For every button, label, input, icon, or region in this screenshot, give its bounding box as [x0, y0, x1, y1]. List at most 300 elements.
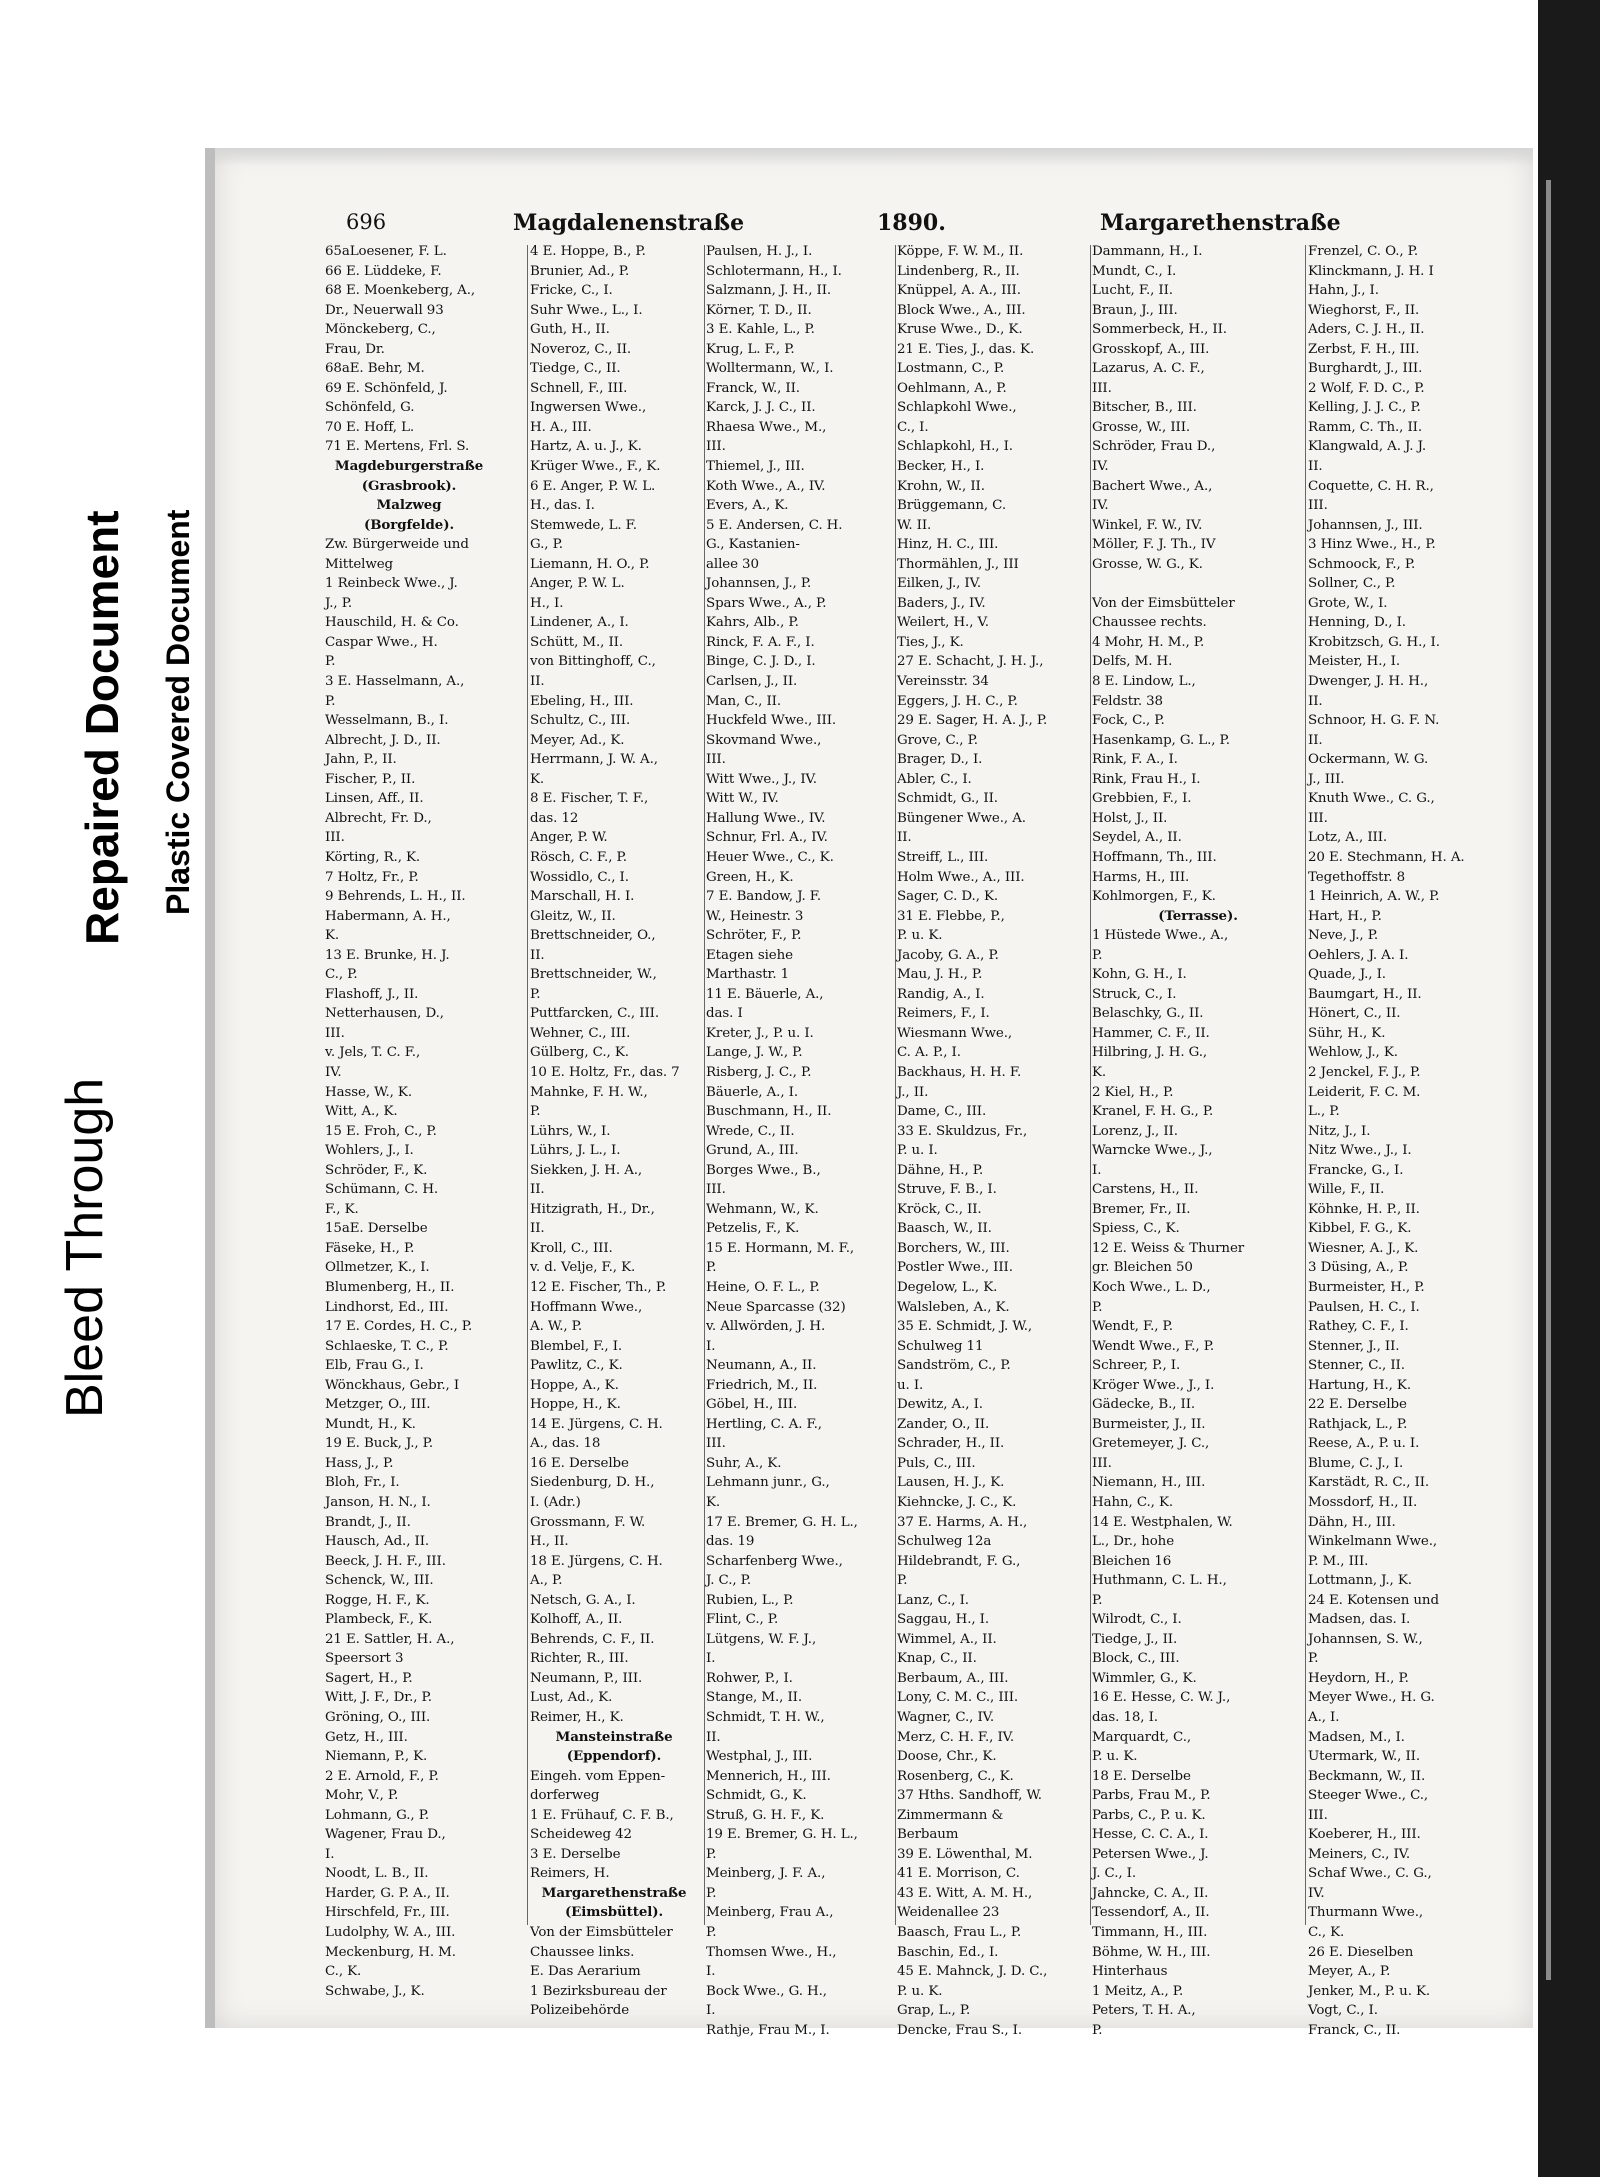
directory-entry: F., K.	[325, 1201, 359, 1217]
directory-entry: 13 E. Brunke, H. J.	[325, 947, 450, 963]
directory-entry: Struck, C., I.	[1092, 986, 1177, 1002]
directory-entry: Bock Wwe., G. H.,	[706, 1983, 827, 1999]
directory-entry: IV.	[1092, 498, 1109, 514]
scan-frame-right	[1538, 0, 1600, 2177]
directory-entry: Dähn, H., III.	[1308, 1514, 1396, 1530]
directory-entry: Johannsen, J., III.	[1308, 517, 1423, 533]
directory-entry: Carstens, H., II.	[1092, 1182, 1199, 1198]
directory-entry: Rink, Frau H., I.	[1092, 771, 1201, 787]
directory-entry: Albrecht, Fr. D.,	[325, 810, 432, 826]
directory-entry: Belaschky, G., II.	[1092, 1006, 1204, 1022]
directory-entry: Thurmann Wwe.,	[1308, 1905, 1424, 1921]
directory-entry: III.	[706, 752, 726, 768]
directory-entry: K.	[1092, 1064, 1107, 1080]
directory-entry: II.	[1308, 693, 1323, 709]
directory-entry: Neumann, P., III.	[530, 1670, 643, 1686]
directory-entry: C. A. P., I.	[897, 1045, 961, 1061]
directory-entry: Meiners, C., IV.	[1308, 1846, 1411, 1862]
directory-entry: Mau, J. H., P.	[897, 967, 983, 983]
directory-entry: P.	[1092, 1299, 1103, 1315]
directory-entry: Meinberg, J. F. A.,	[706, 1866, 826, 1882]
directory-entry: Rogge, H. F., K.	[325, 1592, 430, 1608]
directory-entry: Brüggemann, C.	[897, 498, 1007, 514]
directory-entry: Buschmann, H., II.	[706, 1104, 832, 1120]
directory-entry: das. I	[706, 1006, 743, 1022]
directory-entry: Hönert, C., II.	[1308, 1006, 1401, 1022]
directory-entry: P.	[530, 1104, 541, 1120]
directory-entry: P.	[1092, 1592, 1103, 1608]
directory-entry: 1 Meitz, A., P.	[1092, 1983, 1184, 1999]
directory-entry: Getz, H., III.	[325, 1729, 408, 1745]
directory-entry: Wendt, F., P.	[1092, 1319, 1173, 1335]
directory-entry: Von der Eimsbütteler	[1092, 595, 1235, 611]
directory-entry: Schlapkohl, H., I.	[897, 439, 1013, 455]
directory-entry: Evers, A., K.	[706, 498, 789, 514]
directory-entry: Bäuerle, A., I.	[706, 1084, 798, 1100]
directory-entry: Schütt, M., II.	[530, 634, 624, 650]
directory-entry: Beeck, J. H. F., III.	[325, 1553, 446, 1569]
directory-entry: Beckmann, W., II.	[1308, 1768, 1426, 1784]
directory-entry: Abler, C., I.	[897, 771, 972, 787]
directory-entry: P. u. K.	[897, 928, 943, 944]
directory-entry: 37 Hths. Sandhoff, W.	[897, 1788, 1042, 1804]
directory-entry: I.	[1092, 1162, 1102, 1178]
directory-entry: Sager, C. D., K.	[897, 889, 999, 905]
column-rule	[1090, 245, 1091, 1925]
directory-entry: Koch Wwe., L. D.,	[1092, 1279, 1211, 1295]
directory-entry: L., Dr., hohe	[1092, 1534, 1175, 1550]
directory-entry: Gädecke, B., II.	[1092, 1397, 1196, 1413]
directory-entry: Linsen, Aff., II.	[325, 791, 424, 807]
directory-entry: Oehlmann, A., P.	[897, 380, 1007, 396]
directory-entry: Burmeister, H., P.	[1308, 1279, 1425, 1295]
directory-entry: Niemann, P., K.	[325, 1749, 428, 1765]
directory-entry: Gleitz, W., II.	[530, 908, 616, 924]
directory-entry: Sommerbeck, H., II.	[1092, 322, 1227, 338]
directory-entry: Ludolphy, W. A., III.	[325, 1925, 456, 1941]
directory-entry: Warncke Wwe., J.,	[1092, 1143, 1213, 1159]
directory-entry: Madsen, das. I.	[1308, 1612, 1411, 1628]
directory-entry: H. A., III.	[530, 419, 592, 435]
directory-entry: Rathjack, L., P.	[1308, 1416, 1408, 1432]
directory-entry: (Grasbrook).	[361, 477, 457, 494]
directory-entry: 1 Reinbeck Wwe., J.	[325, 576, 458, 592]
directory-entry: Berbaum	[897, 1827, 959, 1843]
directory-entry: (Borgfelde).	[363, 516, 455, 533]
directory-entry: Hahn, J., I.	[1308, 283, 1379, 299]
directory-entry: Siekken, J. H. A.,	[530, 1162, 643, 1178]
directory-entry: A., P.	[530, 1573, 563, 1589]
directory-entry: Aders, C. J. H., II.	[1308, 322, 1425, 338]
directory-entry: Mundt, C., I.	[1092, 263, 1177, 279]
directory-entry: Johannsen, J., P.	[706, 576, 812, 592]
directory-entry: Körting, R., K.	[325, 849, 421, 865]
directory-entry: Schmidt, T. H. W.,	[706, 1710, 825, 1726]
directory-entry: Thormählen, J., III	[897, 556, 1019, 572]
directory-entry: Metzger, O., III.	[325, 1397, 431, 1413]
directory-entry: Krüger Wwe., F., K.	[530, 459, 661, 475]
directory-entry: Lindenberg, R., II.	[897, 263, 1020, 279]
directory-entry: Hallung Wwe., IV.	[706, 810, 826, 826]
directory-entry: Gröning, O., III.	[325, 1710, 431, 1726]
directory-entry: dorferweg	[530, 1788, 600, 1804]
directory-entry: Wendt Wwe., F., P.	[1092, 1338, 1215, 1354]
directory-entry: Tiedge, C., II.	[530, 361, 621, 377]
directory-entry: Zerbst, F. H., III.	[1308, 341, 1420, 357]
directory-entry: H., I.	[530, 595, 564, 611]
directory-entry: Kroll, C., III.	[530, 1240, 613, 1256]
directory-entry: K.	[530, 771, 545, 787]
directory-column-6	[1308, 242, 1520, 2038]
running-head-left: Magdalenenstraße	[513, 210, 745, 236]
directory-entry: Speersort 3	[325, 1651, 404, 1667]
directory-entry: Weilert, H., V.	[897, 615, 989, 631]
directory-entry: Salzmann, J. H., II.	[706, 283, 832, 299]
directory-entry: 7 Holtz, Fr., P.	[325, 869, 419, 885]
directory-entry: Zimmermann &	[897, 1807, 1004, 1823]
directory-entry: 27 E. Schacht, J. H. J.,	[897, 654, 1044, 670]
directory-entry: P.	[706, 1925, 717, 1941]
directory-entry: 18 E. Derselbe	[1092, 1768, 1191, 1784]
directory-entry: Fock, C., P.	[1092, 713, 1165, 729]
directory-entry: Friedrich, M., II.	[706, 1377, 818, 1393]
directory-entry: J., III.	[1308, 771, 1345, 787]
directory-entry: Brager, D., I.	[897, 752, 983, 768]
directory-entry: E. Das Aerarium	[530, 1964, 641, 1980]
directory-entry: III.	[706, 1436, 726, 1452]
directory-entry: Jacoby, G. A., P.	[897, 947, 999, 963]
directory-entry: 18 E. Jürgens, C. H.	[530, 1553, 663, 1569]
directory-entry: v. Jels, T. C. F.,	[325, 1045, 421, 1061]
directory-entry: Chaussee rechts.	[1092, 615, 1207, 631]
directory-entry: Seydel, A., II.	[1092, 830, 1182, 846]
directory-entry: Lehmann junr., G.,	[706, 1475, 830, 1491]
directory-entry: 6 E. Anger, P. W. L.	[530, 478, 656, 494]
bleed-through-label: Bleed Through	[56, 1077, 114, 1418]
directory-entry: Schönfeld, G.	[325, 400, 415, 416]
directory-entry: K.	[706, 1495, 721, 1510]
directory-entry: C., K.	[325, 1964, 362, 1980]
directory-entry: C., I.	[897, 419, 929, 435]
directory-entry: Jahncke, C. A., II.	[1092, 1885, 1209, 1901]
directory-entry: u. I.	[897, 1377, 924, 1393]
directory-entry: Thomsen Wwe., H.,	[706, 1944, 837, 1960]
directory-entry: 37 E. Harms, A. H.,	[897, 1514, 1028, 1530]
directory-entry: II.	[530, 674, 545, 690]
directory-column-1	[325, 242, 493, 1999]
directory-entry: Karstädt, R. C., II.	[1308, 1475, 1430, 1491]
directory-entry: Ramm, C. Th., II.	[1308, 419, 1423, 435]
directory-entry: Liemann, H. O., P.	[530, 556, 650, 572]
directory-entry: Meyer, Ad., K.	[530, 732, 625, 748]
directory-entry: Hoppe, A., K.	[530, 1377, 619, 1393]
directory-entry: Lostmann, C., P.	[897, 361, 1005, 377]
directory-entry: Franck, W., II.	[706, 380, 800, 396]
directory-entry: II.	[530, 1182, 545, 1198]
directory-entry: Schultz, C., III.	[530, 713, 631, 729]
directory-entry: 12 E. Weiss & Thurner	[1092, 1240, 1245, 1256]
directory-entry: IV.	[1308, 1885, 1325, 1901]
directory-entry: L., P.	[1308, 1104, 1340, 1120]
directory-entry: Neumann, A., II.	[706, 1358, 817, 1374]
directory-entry: K.	[325, 928, 340, 944]
directory-entry: 1 Hüstede Wwe., A.,	[1092, 928, 1229, 944]
directory-entry: Plambeck, F., K.	[325, 1612, 433, 1628]
directory-entry: 19 E. Bremer, G. H. L.,	[706, 1827, 858, 1843]
directory-entry: G., Kastanien-	[706, 537, 800, 553]
directory-column-3	[706, 242, 892, 2038]
directory-entry: 3 Hinz Wwe., H., P.	[1308, 537, 1436, 553]
directory-entry: Dwenger, J. H. H.,	[1308, 674, 1429, 690]
directory-entry: Bremer, Fr., II.	[1092, 1201, 1191, 1217]
directory-entry: Elb, Frau G., I.	[325, 1358, 424, 1374]
directory-entry: 16 E. Hesse, C. W. J.,	[1092, 1690, 1231, 1706]
directory-entry: Frenzel, C. O., P.	[1308, 244, 1419, 259]
directory-entry: Schümann, C. H.	[325, 1182, 439, 1198]
directory-entry: 14 E. Westphalen, W.	[1092, 1514, 1233, 1530]
directory-entry: Schmoock, F., P.	[1308, 556, 1416, 572]
directory-entry: Koeberer, H., III.	[1308, 1827, 1421, 1843]
directory-entry: Blumenberg, H., II.	[325, 1279, 455, 1295]
directory-entry: Eilken, J., IV.	[897, 576, 981, 592]
directory-entry: Puttfarcken, C., III.	[530, 1006, 659, 1022]
directory-entry: Schlapkohl Wwe.,	[897, 400, 1017, 416]
directory-entry: I.	[706, 2003, 716, 2019]
directory-entry: P.	[706, 1885, 717, 1901]
directory-entry: 21 E. Ties, J., das. K.	[897, 341, 1035, 357]
directory-entry: Krug, L. F., P.	[706, 341, 795, 357]
directory-entry: Burmeister, J., II.	[1092, 1416, 1206, 1432]
directory-entry: Herrmann, J. W. A.,	[530, 752, 658, 768]
directory-entry: Baumgart, H., II.	[1308, 986, 1422, 1002]
directory-entry: Mahnke, F. H. W.,	[530, 1084, 648, 1100]
directory-entry: Lindener, A., I.	[530, 615, 629, 631]
directory-entry: 4 E. Hoppe, B., P.	[530, 244, 646, 259]
directory-entry: Habermann, A. H.,	[325, 908, 451, 924]
directory-entry: Frau, Dr.	[325, 341, 385, 357]
directory-entry: Kolhoff, A., II.	[530, 1612, 623, 1628]
directory-entry: Zw. Bürgerweide und	[325, 537, 469, 553]
directory-entry: III.	[1308, 810, 1328, 826]
directory-entry: Kreter, J., P. u. I.	[706, 1025, 814, 1041]
directory-entry: Utermark, W., II.	[1308, 1749, 1421, 1765]
column-rule	[1305, 245, 1306, 1925]
directory-entry: P. u. K.	[897, 1983, 943, 1999]
directory-entry: Hoffmann Wwe.,	[530, 1299, 643, 1315]
directory-entry: 15aE. Derselbe	[325, 1221, 428, 1237]
directory-entry: 68aE. Behr, M.	[325, 361, 425, 377]
repaired-document-label: Repaired Document	[76, 510, 128, 945]
directory-entry: III.	[1308, 498, 1328, 514]
directory-entry: Skovmand Wwe.,	[706, 732, 822, 748]
directory-entry: Sollner, C., P.	[1308, 576, 1396, 592]
directory-entry: 21 E. Sattler, H. A.,	[325, 1631, 455, 1647]
directory-entry: Noveroz, C., II.	[530, 341, 632, 357]
directory-entry: Ingwersen Wwe.,	[530, 400, 647, 416]
directory-entry: Lazarus, A. C. F.,	[1092, 361, 1205, 377]
directory-entry: 10 E. Holtz, Fr., das. 7	[530, 1064, 680, 1080]
directory-entry: Walsleben, A., K.	[897, 1299, 1010, 1315]
directory-entry: III.	[325, 830, 345, 846]
directory-entry: 68 E. Moenkeberg, A.,	[325, 283, 476, 299]
directory-entry: Petersen Wwe., J.	[1092, 1846, 1209, 1862]
directory-entry: Timmann, H., III.	[1092, 1925, 1208, 1941]
directory-entry: II.	[897, 830, 912, 846]
directory-entry: A. W., P.	[530, 1319, 583, 1335]
directory-entry: 15 E. Hormann, M. F.,	[706, 1240, 855, 1256]
directory-entry: Etagen siehe	[706, 947, 793, 963]
directory-entry: Grap, L., P.	[897, 2003, 971, 2019]
directory-entry: Krohn, W., II.	[897, 478, 985, 494]
directory-entry: Flashoff, J., II.	[325, 986, 419, 1002]
directory-entry: Richter, R., III.	[530, 1651, 629, 1667]
directory-entry: Wimmel, A., II.	[897, 1631, 997, 1647]
directory-entry: W. II.	[897, 517, 932, 533]
directory-entry: Brunier, Ad., P.	[530, 263, 630, 279]
directory-entry: II.	[706, 1729, 721, 1745]
directory-entry: Ollmetzer, K., I.	[325, 1260, 430, 1276]
directory-entry: Madsen, M., I.	[1308, 1729, 1405, 1745]
directory-entry: Krobitzsch, G. H., I.	[1308, 634, 1440, 650]
directory-entry: Schröder, Frau D.,	[1092, 439, 1216, 455]
directory-entry: Leiderit, F. C. M.	[1308, 1084, 1421, 1100]
directory-entry: Hirschfeld, Fr., III.	[325, 1905, 450, 1921]
directory-entry: Hausch, Ad., II.	[325, 1534, 430, 1550]
directory-entry: Rathje, Frau M., I.	[706, 2022, 830, 2038]
directory-entry: 3 E. Hasselmann, A.,	[325, 674, 465, 690]
directory-entry: Spars Wwe., A., P.	[706, 595, 827, 611]
directory-entry: Chaussee links.	[530, 1944, 635, 1960]
directory-entry: Von der Eimsbütteler	[530, 1925, 673, 1941]
directory-entry: Körner, T. D., II.	[706, 302, 812, 318]
directory-entry: Berbaum, A., III.	[897, 1670, 1009, 1686]
directory-entry: Franck, C., II.	[1308, 2022, 1401, 2038]
directory-entry: P. u. K.	[1092, 1749, 1138, 1765]
directory-entry: Malzweg	[376, 497, 442, 514]
directory-entry: Bachert Wwe., A.,	[1092, 478, 1213, 494]
directory-entry: Schlotermann, H., I.	[706, 263, 842, 279]
directory-entry: Coquette, C. H. R.,	[1308, 478, 1434, 494]
directory-entry: Paulsen, H. J., I.	[706, 244, 813, 259]
directory-entry: Ties, J., K.	[897, 634, 964, 650]
directory-entry: 2 Kiel, H., P.	[1092, 1084, 1174, 1100]
directory-entry: Grote, W., I.	[1308, 595, 1388, 611]
directory-entry: Winkelmann Wwe.,	[1308, 1534, 1438, 1550]
directory-entry: Hauschild, H. & Co.	[325, 615, 459, 631]
directory-entry: 17 E. Cordes, H. C., P.	[325, 1319, 473, 1335]
directory-entry: Brettschneider, W.,	[530, 967, 657, 983]
directory-entry: 15 E. Froh, C., P.	[325, 1123, 437, 1139]
directory-entry: Randig, A., I.	[897, 986, 985, 1002]
directory-entry: 16 E. Derselbe	[530, 1455, 629, 1471]
directory-entry: 8 E. Fischer, T. F.,	[530, 791, 649, 807]
directory-entry: Oehlers, J. A. I.	[1308, 947, 1409, 963]
directory-entry: Knuth Wwe., C. G.,	[1308, 791, 1435, 807]
directory-entry: Harder, G. P. A., II.	[325, 1885, 450, 1901]
directory-entry: Kruse Wwe., D., K.	[897, 322, 1023, 338]
directory-entry: Wille, F., II.	[1308, 1182, 1385, 1198]
directory-entry: Scharfenberg Wwe.,	[706, 1553, 843, 1569]
directory-entry: von Bittinghoff, C.,	[530, 654, 656, 670]
page-number: 696	[346, 210, 387, 234]
directory-entry: Holm Wwe., A., III.	[897, 869, 1025, 885]
directory-entry: (Terrasse).	[1158, 907, 1238, 924]
directory-entry: III.	[1092, 380, 1112, 396]
column-rule	[704, 245, 705, 1925]
directory-entry: Schmidt, G., K.	[706, 1788, 807, 1804]
directory-entry: Wagner, C., IV.	[897, 1710, 995, 1726]
directory-entry: Feldstr. 38	[1092, 693, 1163, 709]
directory-entry: A., I.	[1308, 1710, 1340, 1726]
directory-entry: 70 E. Hoff, L.	[325, 419, 415, 435]
directory-entry: J. C., I.	[1092, 1866, 1137, 1882]
directory-entry: 8 E. Lindow, L.,	[1092, 674, 1196, 690]
directory-entry: Parbs, Frau M., P.	[1092, 1788, 1211, 1804]
directory-entry: Kranel, F. H. G., P.	[1092, 1104, 1214, 1120]
directory-entry: Guth, H., II.	[530, 322, 610, 338]
directory-entry: Wönckhaus, Gebr., I	[325, 1377, 460, 1393]
directory-entry: Baasch, W., II.	[897, 1221, 992, 1237]
directory-entry: Lony, C. M. C., III.	[897, 1690, 1019, 1706]
directory-entry: Mittelweg	[325, 556, 394, 572]
directory-entry: Köhnke, H. P., II.	[1308, 1201, 1420, 1217]
directory-entry: Pawlitz, C., K.	[530, 1358, 623, 1374]
directory-entry: Green, H., K.	[706, 869, 794, 885]
directory-entry: Sandström, C., P.	[897, 1358, 1011, 1374]
directory-entry: Behrends, C. F., II.	[530, 1631, 655, 1647]
directory-entry: Grebbien, F., I.	[1092, 791, 1192, 807]
directory-entry: 1 Heinrich, A. W., P.	[1308, 889, 1440, 905]
directory-entry: Margarethenstraße	[541, 1884, 687, 1901]
directory-entry: P.	[706, 1260, 717, 1276]
directory-entry: Wossidlo, C., I.	[530, 869, 629, 885]
directory-entry: II.	[1308, 732, 1323, 748]
directory-entry: IV.	[1092, 459, 1109, 475]
directory-entry: Lührs, W., I.	[530, 1123, 611, 1139]
column-rule	[527, 245, 528, 1925]
directory-entry: Fäseke, H., P.	[325, 1240, 415, 1256]
directory-entry: III.	[706, 439, 726, 455]
directory-entry: 29 E. Sager, H. A. J., P.	[897, 713, 1048, 729]
directory-entry: J. C., P.	[706, 1573, 752, 1589]
directory-entry: Lottmann, J., K.	[1308, 1573, 1412, 1589]
directory-entry: Grund, A., III.	[706, 1143, 799, 1159]
directory-entry: 2 E. Arnold, F., P.	[325, 1768, 439, 1784]
directory-entry: Risberg, J. C., P.	[706, 1064, 812, 1080]
directory-entry: Grossmann, F. W.	[530, 1514, 646, 1530]
directory-entry: 7 E. Bandow, J. F.	[706, 889, 822, 905]
directory-entry: 45 E. Mahnck, J. D. C.,	[897, 1964, 1048, 1980]
directory-entry: Dähne, H., P.	[897, 1162, 984, 1178]
directory-entry: Schreer, P., I.	[1092, 1358, 1181, 1374]
directory-entry: P. M., III.	[1308, 1553, 1369, 1569]
directory-entry: 69 E. Schönfeld, J.	[325, 380, 448, 396]
directory-entry: II.	[530, 947, 545, 963]
directory-entry: Brandt, J., II.	[325, 1514, 411, 1530]
directory-entry: gr. Bleichen 50	[1092, 1260, 1193, 1276]
running-head-year: 1890.	[877, 210, 946, 236]
directory-entry: Rhaesa Wwe., M.,	[706, 419, 827, 435]
directory-entry: Ebeling, H., III.	[530, 693, 634, 709]
directory-entry: das. 12	[530, 810, 579, 826]
directory-entry: Marschall, H. I.	[530, 889, 635, 905]
directory-entry: 19 E. Buck, J., P.	[325, 1436, 434, 1452]
directory-entry: Johannsen, S. W.,	[1308, 1631, 1423, 1647]
directory-entry: Vogt, C., I.	[1308, 2003, 1378, 2019]
directory-entry: 65aLoesener, F. L.	[325, 244, 447, 259]
directory-entry: Hildebrandt, F. G.,	[897, 1553, 1021, 1569]
directory-entry: Büngener Wwe., A.	[897, 810, 1026, 826]
